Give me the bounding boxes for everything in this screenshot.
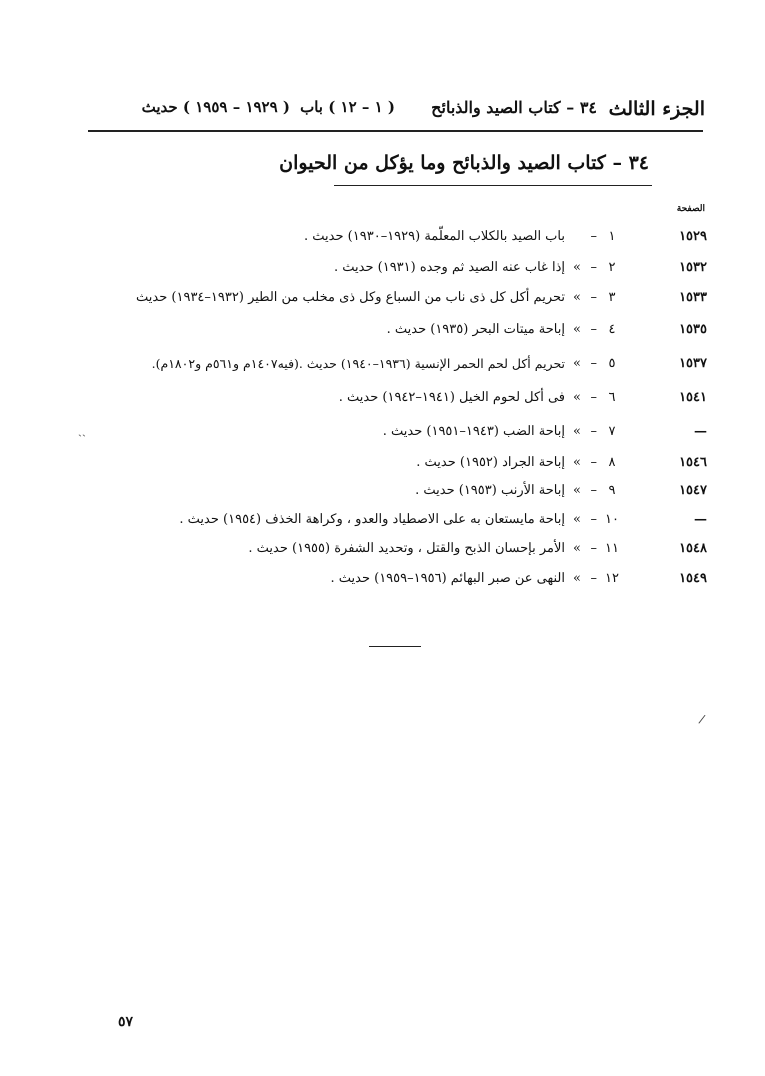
page-number: ٥٧ — [118, 1014, 134, 1030]
toc-row — [0, 260, 765, 286]
toc-title: تحريم أكل لحم الحمر الإنسية (١٩٣٦–١٩٤٠) حديث .(فيه١٤٠٧م و٥٦١م و١٨٠٢م). — [151, 356, 565, 371]
toc-page: ١٥٤٩ — [679, 571, 707, 586]
toc-title: باب الصيد بالكلاب المعلّمة (١٩٢٩–١٩٣٠) حديث . — [304, 229, 565, 244]
toc-dash: – — [590, 424, 597, 439]
toc-dash: – — [590, 541, 597, 556]
toc-number: ٨ — [608, 455, 616, 470]
toc-page: ١٥٢٩ — [679, 229, 707, 244]
toc-number: ٢ — [608, 260, 616, 275]
toc-title: النهى عن صبر البهائم (١٩٥٦–١٩٥٩) حديث . — [330, 571, 565, 586]
toc-page: — — [694, 424, 707, 439]
header-bab-range: ( ١ – ١٢ ) باب — [300, 98, 395, 116]
toc-title: إباحة ميتات البحر (١٩٣٥) حديث . — [386, 322, 565, 337]
toc-dash: – — [590, 260, 597, 275]
toc-ditto: » — [573, 390, 581, 405]
header-book: ٣٤ – كتاب الصيد والذبائح — [431, 98, 597, 117]
toc-title: إباحة الجراد (١٩٥٢) حديث . — [416, 455, 565, 470]
toc-ditto: » — [573, 571, 581, 586]
toc-title: إباحة الضب (١٩٤٣–١٩٥١) حديث . — [382, 424, 565, 439]
toc-dash: – — [590, 455, 597, 470]
toc-title: إباحة الأرنب (١٩٥٣) حديث . — [415, 483, 565, 498]
toc-number: ٩ — [608, 483, 616, 498]
toc-dash: – — [590, 229, 597, 244]
title-rule — [334, 185, 652, 186]
toc-number: ١٠ — [605, 512, 619, 527]
toc-dash: – — [590, 512, 597, 527]
toc-title: إذا غاب عنه الصيد ثم وجده (١٩٣١) حديث . — [334, 260, 565, 275]
toc-page: ١٥٣٧ — [679, 356, 707, 371]
toc-ditto: » — [573, 356, 581, 371]
toc-dash: – — [590, 483, 597, 498]
toc-title: تحريم أكل كل ذى ناب من السباع وكل ذى مخلب من الطير (١٩٣٢–١٩٣٤) حديث — [136, 290, 565, 305]
toc-ditto: » — [573, 455, 581, 470]
toc-page: ١٥٣٣ — [679, 290, 707, 305]
toc-title: الأمر بإحسان الذبح والقتل ، وتحديد الشفرة (١٩٥٥) حديث . — [248, 541, 565, 556]
toc-number: ١١ — [605, 541, 619, 556]
header-part: الجزء الثالث — [608, 98, 705, 120]
toc-page: ١٥٤٧ — [679, 483, 707, 498]
toc-row — [0, 455, 765, 481]
toc-ditto: » — [573, 260, 581, 275]
toc-row — [0, 390, 765, 416]
header-hadith-range: ( ١٩٢٩ – ١٩٥٩ ) حديث — [141, 98, 290, 116]
toc-page: ١٥٣٢ — [679, 260, 707, 275]
toc-dash: – — [590, 390, 597, 405]
toc-row — [0, 322, 765, 348]
toc-number: ٧ — [608, 424, 616, 439]
end-rule — [369, 646, 421, 647]
toc-number: ٥ — [608, 356, 616, 371]
toc-row — [0, 512, 765, 538]
toc-row — [0, 571, 765, 597]
toc-row — [0, 424, 765, 450]
toc-page: ١٥٣٥ — [679, 322, 707, 337]
toc-ditto: » — [573, 512, 581, 527]
toc-page: ١٥٤٦ — [679, 455, 707, 470]
toc-page: — — [694, 512, 707, 527]
toc-ditto: » — [573, 483, 581, 498]
chapter-title: ٣٤ – كتاب الصيد والذبائح وما يؤكل من الحيوان — [279, 152, 649, 174]
toc-number: ٦ — [608, 390, 616, 405]
speck-mark: ˏˏ — [78, 423, 86, 437]
toc-number: ١٢ — [605, 571, 619, 586]
toc-number: ٣ — [608, 290, 616, 305]
toc-page: ١٥٤٨ — [679, 541, 707, 556]
toc-row — [0, 541, 765, 567]
toc-row — [0, 483, 765, 509]
toc-ditto: » — [573, 290, 581, 305]
toc-row — [0, 229, 765, 255]
toc-number: ٤ — [608, 322, 616, 337]
toc-dash: – — [590, 571, 597, 586]
pen-mark: / — [697, 711, 707, 727]
page-column-label: الصفحة — [676, 204, 705, 214]
toc-title: إباحة مايستعان به على الاصطياد والعدو ، وكراهة الخذف (١٩٥٤) حديث . — [179, 512, 565, 527]
running-header — [96, 96, 705, 126]
toc-ditto: » — [573, 541, 581, 556]
toc-row — [0, 290, 765, 316]
toc-dash: – — [590, 290, 597, 305]
toc-number: ١ — [608, 229, 616, 244]
header-rule — [88, 130, 703, 132]
toc-page: ١٥٤١ — [679, 390, 707, 405]
toc-title: فى أكل لحوم الخيل (١٩٤١–١٩٤٢) حديث . — [338, 390, 565, 405]
toc-ditto: » — [573, 424, 581, 439]
toc-ditto: » — [573, 322, 581, 337]
toc-dash: – — [590, 356, 597, 371]
toc-row — [0, 356, 765, 382]
toc-dash: – — [590, 322, 597, 337]
